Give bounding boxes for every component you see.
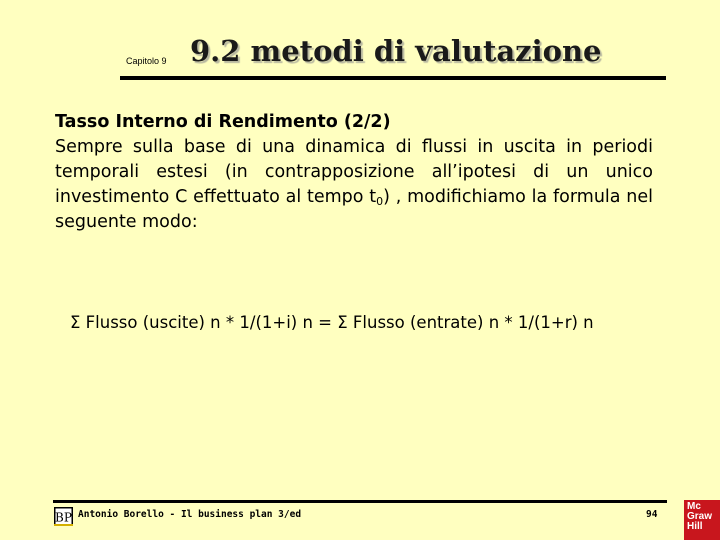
mcgraw-hill-logo <box>684 500 720 540</box>
logo-line-hill: Hill <box>687 521 703 532</box>
slide-content <box>55 110 653 235</box>
irr-formula: Σ Flusso (uscite) n * 1/(1+i) n = Σ Flusso (entrate) n * 1/(1+r) n <box>70 313 594 332</box>
logo-line-graw: Graw <box>687 511 713 522</box>
logo-line-mc: Mc <box>687 501 701 512</box>
body-paragraph <box>55 135 653 235</box>
bp-logo-icon <box>54 507 73 526</box>
section-heading: Tasso Interno di Rendimento (2/2) <box>55 112 391 132</box>
slide-title: 9.2 metodi di valutazione <box>190 34 602 68</box>
title-divider <box>120 76 666 80</box>
footer-credit: Antonio Borello - Il business plan 3/ed <box>78 509 302 520</box>
bp-logo-text: BP <box>55 510 72 525</box>
footer-divider <box>53 500 667 503</box>
page-number: 94 <box>646 509 658 520</box>
time-subscript: 0 <box>376 195 384 208</box>
paragraph-text-start: Sempre sulla base di una dinamica di flussi in uscita in periodi temporali estesi (in contrapposizione all’ipotesi di un unico investimento C effettuato al tempo t <box>55 137 653 207</box>
paragraph-text-end: ) , modifichiamo la formula nel seguente modo: <box>55 187 654 232</box>
chapter-label: Capitolo 9 <box>126 56 167 66</box>
